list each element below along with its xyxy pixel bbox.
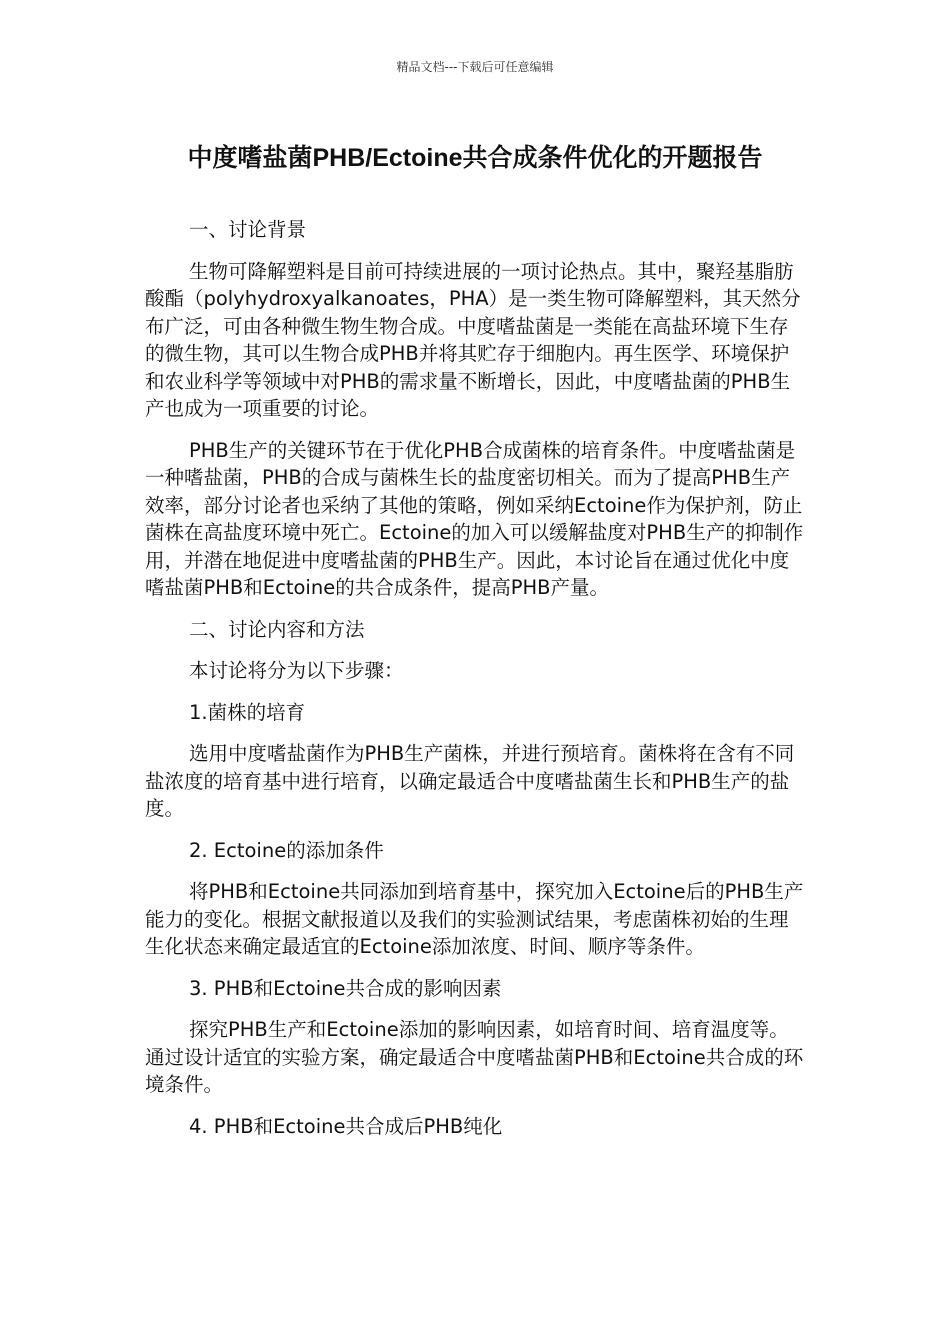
- step-heading-4: 4. PHB和Ectoine共合成后PHB纯化: [189, 1114, 503, 1138]
- step-heading-3: 3. PHB和Ectoine共合成的影响因素: [189, 976, 502, 1000]
- document-body: [145, 216, 807, 1154]
- paragraph-steps-intro: 本讨论将分为以下步骤：: [189, 659, 404, 682]
- step-heading-1: 1.菌株的培育: [189, 700, 306, 724]
- document-title: 中度嗜盐菌PHB/Ectoine共合成条件优化的开题报告: [187, 144, 763, 172]
- paragraph-background-2: PHB生产的关键环节在于优化PHB合成菌株的培育条件。中度嗜盐菌是一种嗜盐菌，PHB的合成与菌株生长的盐度密切相关。而为了提高PHB生产效率，部分讨论者也采纳了其他的策略，例如采纳Ectoine作为保护剂，防止菌株在高盐度环境中死亡。Ectoine的加入可以缓解盐度对PHB生产的抑制作用，并潜在地促进中度嗜盐菌的PHB生产。因此，本讨论旨在通过优化中度嗜盐菌PHB和Ectoine的共合成条件，提高PHB产量。: [145, 438, 804, 599]
- paragraph-step-3: 探究PHB生产和Ectoine添加的影响因素，如培育时间、培育温度等。通过设计适宜的实验方案，确定最适合中度嗜盐菌PHB和Ectoine共合成的环境条件。: [145, 1018, 804, 1096]
- step-heading-2: 2. Ectoine的添加条件: [189, 838, 384, 862]
- section-heading-methods: 二、讨论内容和方法: [189, 617, 365, 641]
- section-heading-background: 一、讨论背景: [189, 218, 307, 241]
- paragraph-step-2: 将PHB和Ectoine共同添加到培育基中，探究加入Ectoine后的PHB生产能力的变化。根据文献报道以及我们的实验测试结果，考虑菌株初始的生理生化状态来确定最适宜的Ectoine添加浓度、时间、顺序等条件。: [145, 880, 804, 958]
- paragraph-step-1: 选用中度嗜盐菌作为PHB生产菌株，并进行预培育。菌株将在含有不同盐浓度的培育基中进行培育，以确定最适合中度嗜盐菌生长和PHB生产的盐度。: [145, 742, 795, 820]
- header-note: 精品文档---下载后可任意编辑: [396, 60, 554, 74]
- paragraph-background-1: 生物可降解塑料是目前可持续进展的一项讨论热点。其中，聚羟基脂肪酸酯（polyhydroxyalkanoates，PHA）是一类生物可降解塑料，其天然分布广泛，可由各种微生物生物合成。中度嗜盐菌是一类能在高盐环境下生存的微生物，其可以生物合成PHB并将其贮存于细胞内。再生医学、环境保护和农业科学等领域中对PHB的需求量不断增长，因此，中度嗜盐菌的PHB生产也成为一项重要的讨论。: [145, 259, 801, 420]
